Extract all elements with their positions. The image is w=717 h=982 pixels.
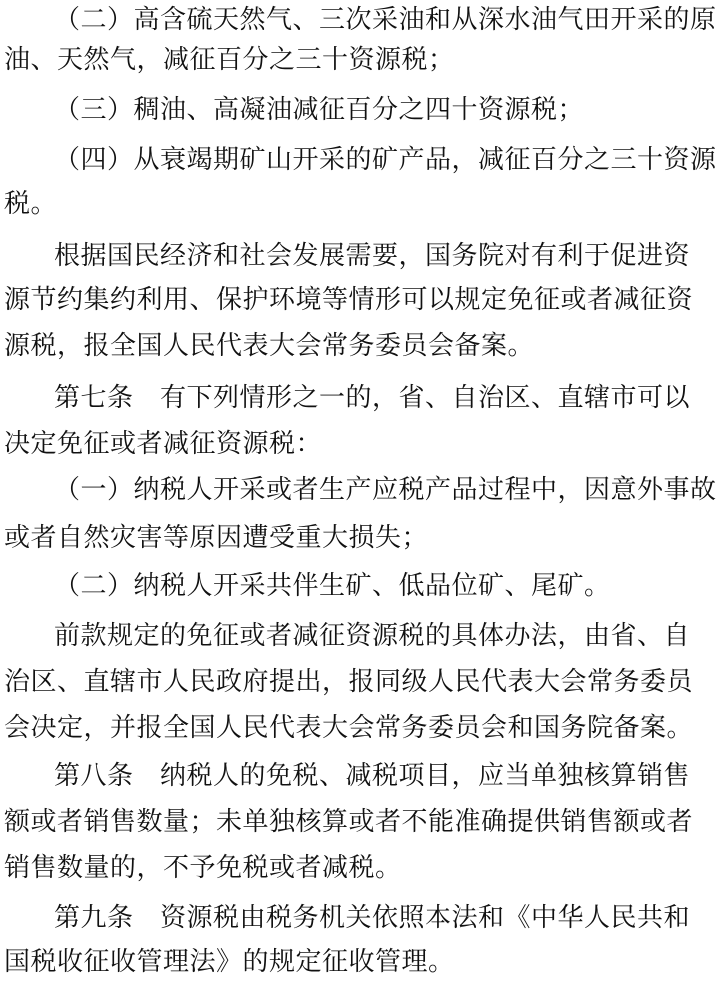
text-line: 额或者销售数量；未单独核算或者不能准确提供销售额或者: [4, 807, 694, 837]
text-line: 国税收征收管理法》的规定征收管理。: [4, 947, 455, 977]
text-line: （二）纳税人开采共伴生矿、低品位矿、尾矿。: [54, 571, 611, 601]
text-line: （一）纳税人开采或者生产应税产品过程中，因意外事故: [54, 475, 717, 505]
text-line: 前款规定的免征或者减征资源税的具体办法，由省、自: [54, 621, 691, 651]
text-line: 源税，报全国人民代表大会常务委员会备案。: [4, 331, 535, 361]
text-line: 源节约集约利用、保护环境等情形可以规定免征或者减征资: [4, 285, 694, 315]
text-line: 或者自然灾害等原因遭受重大损失；: [4, 523, 429, 553]
text-line: 第七条 有下列情形之一的，省、自治区、直辖市可以: [54, 383, 691, 413]
text-line: （三）稠油、高凝油减征百分之四十资源税；: [54, 95, 585, 125]
text-line: 油、天然气，减征百分之三十资源税；: [4, 45, 455, 75]
text-line: 治区、直辖市人民政府提出，报同级人民代表大会常务委员: [4, 667, 694, 697]
text-line: 销售数量的，不予免税或者减税。: [4, 853, 402, 883]
text-line: 决定免征或者减征资源税：: [4, 429, 323, 459]
text-line: 第八条 纳税人的免税、减税项目，应当单独核算销售: [54, 761, 691, 791]
text-line: （二）高含硫天然气、三次采油和从深水油气田开采的原: [54, 5, 717, 35]
text-line: 税。: [4, 189, 58, 219]
text-line: （四）从衰竭期矿山开采的矿产品，减征百分之三十资源: [54, 145, 717, 175]
text-line: 根据国民经济和社会发展需要，国务院对有利于促进资: [54, 241, 691, 271]
text-line: 第九条 资源税由税务机关依照本法和《中华人民共和: [54, 903, 691, 933]
text-line: 会决定，并报全国人民代表大会常务委员会和国务院备案。: [4, 713, 694, 743]
